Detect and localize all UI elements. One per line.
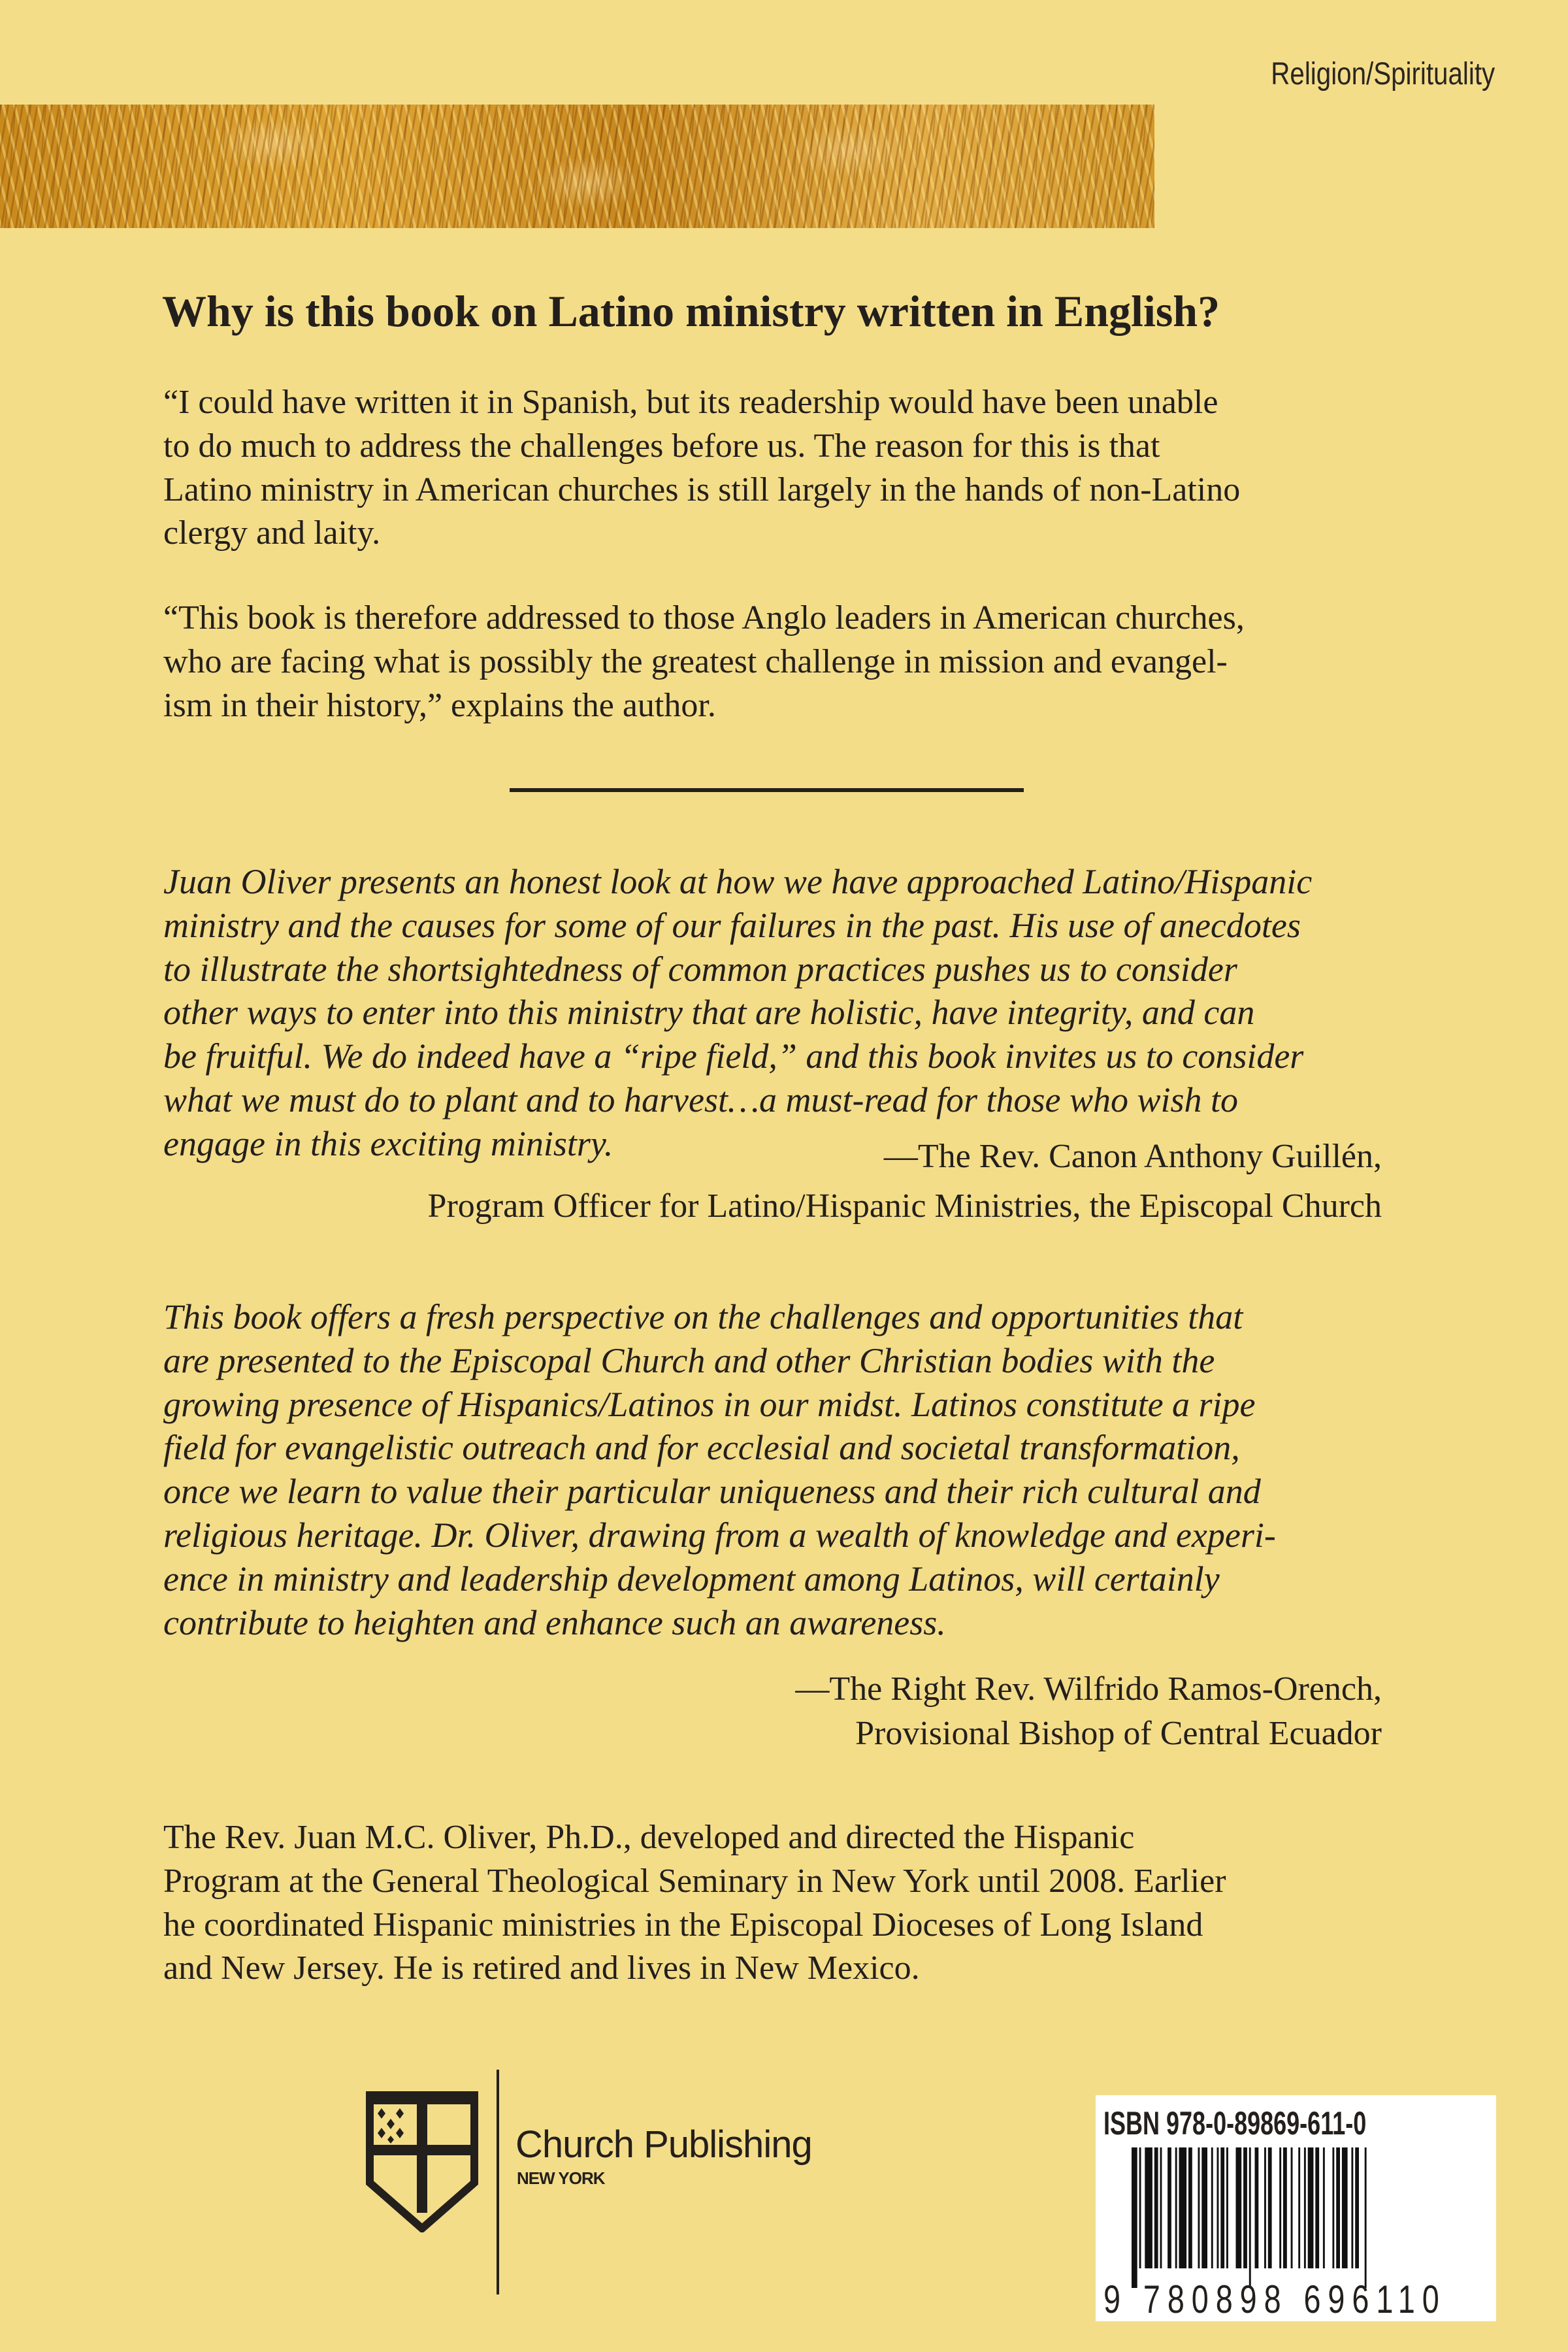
intro-paragraph-line: to do much to address the challenges before us. The reason for this is that: [163, 427, 1160, 465]
barcode-bar: [1304, 2147, 1306, 2268]
barcode-digits: 9 780898 696110: [1103, 2277, 1446, 2321]
barcode-bar: [1154, 2147, 1158, 2268]
barcode-bar: [1220, 2147, 1224, 2268]
barcode-bar: [1342, 2147, 1348, 2268]
barcode-bar: [1236, 2147, 1242, 2268]
barcode-bar: [1201, 2147, 1207, 2268]
divider-rule: [510, 788, 1024, 792]
isbn-barcode: [1096, 2095, 1496, 2321]
endorsement-quote-line: are presented to the Episcopal Church and other Christian bodies with the: [163, 1340, 1215, 1380]
endorsement-quote-line: growing presence of Hispanics/Latinos in our midst. Latinos constitute a ripe: [163, 1384, 1256, 1424]
endorsement-quote-line: once we learn to value their particular uniqueness and their rich cultural and: [163, 1472, 1261, 1512]
barcode-bar: [1355, 2147, 1359, 2268]
barcode-bars: [1132, 2147, 1488, 2288]
barcode-bar: [1351, 2147, 1353, 2268]
barcode-bar: [1139, 2147, 1141, 2268]
endorsement-quote-line: contribute to heighten and enhance such an awareness.: [163, 1602, 946, 1642]
endorsement-quote-line: what we must do to plant and to harvest…a must-read for those who wish to: [163, 1080, 1239, 1119]
heading: Why is this book on Latino ministry written in English?: [162, 286, 1220, 336]
author-bio-line: and New Jersey. He is retired and lives in New Mexico.: [163, 1949, 920, 1987]
isbn-text: ISBN 978-0-89869-611-0: [1103, 2105, 1367, 2142]
barcode-bar: [1315, 2147, 1319, 2268]
endorsement-quote-line: other ways to enter into this ministry that are holistic, have integrity, and can: [163, 993, 1255, 1033]
intro-paragraph-line: clergy and laity.: [163, 514, 381, 552]
wheat-field-image: [0, 105, 1154, 228]
intro-paragraph-line: who are facing what is possibly the greatest challenge in mission and evangel-: [163, 642, 1228, 680]
barcode-bar: [1291, 2147, 1293, 2268]
endorsement-attribution: Provisional Bishop of Central Ecuador: [855, 1715, 1382, 1752]
barcode-bar: [1132, 2147, 1137, 2288]
publisher-name: Church Publishing: [515, 2123, 812, 2166]
barcode-bar: [1255, 2147, 1259, 2268]
endorsement-quote-line: field for evangelistic outreach and for ecclesial and societal transformation,: [163, 1428, 1240, 1468]
barcode-bar: [1268, 2147, 1272, 2268]
endorsement-attribution: —The Rev. Canon Anthony Guillén,: [883, 1138, 1382, 1175]
barcode-bar: [1160, 2147, 1162, 2268]
category-label: Religion/Spirituality: [1271, 57, 1495, 91]
barcode-bar: [1298, 2147, 1300, 2268]
barcode-bar: [1211, 2147, 1213, 2268]
endorsement-attribution: —The Right Rev. Wilfrido Ramos-Orench,: [795, 1670, 1382, 1708]
episcopal-shield-icon: [366, 2091, 478, 2232]
intro-paragraph-line: “I could have written it in Spanish, but its readership would have been unable: [163, 384, 1218, 421]
barcode-bar: [1365, 2147, 1367, 2288]
barcode-bar: [1283, 2147, 1287, 2268]
endorsement-quote-line: Juan Oliver presents an honest look at how we have approached Latino/Hispanic: [163, 862, 1313, 901]
intro-paragraph-line: “This book is therefore addressed to those Anglo leaders in American churches,: [163, 599, 1245, 637]
endorsement-quote-line: engage in this exciting ministry.: [163, 1123, 613, 1163]
barcode-bar: [1168, 2147, 1171, 2268]
endorsement-quote-line: This book offers a fresh perspective on the challenges and opportunities that: [163, 1297, 1243, 1336]
endorsement-quote-line: religious heritage. Dr. Oliver, drawing from a wealth of knowledge and experi-: [163, 1516, 1276, 1555]
barcode-bar: [1264, 2147, 1266, 2268]
barcode-bar: [1249, 2147, 1251, 2288]
barcode-bar: [1243, 2147, 1247, 2268]
author-bio-line: Program at the General Theological Seminary in New York until 2008. Earlier: [163, 1862, 1226, 1900]
barcode-bar: [1188, 2147, 1192, 2268]
barcode-bar: [1308, 2147, 1314, 2268]
barcode-bar: [1179, 2147, 1187, 2268]
endorsement-quote-line: to illustrate the shortsightedness of common practices pushes us to consider: [163, 949, 1237, 989]
author-bio-line: he coordinated Hispanic ministries in the Episcopal Dioceses of Long Island: [163, 1906, 1203, 1944]
author-bio-line: The Rev. Juan M.C. Oliver, Ph.D., developed and directed the Hispanic: [163, 1819, 1135, 1856]
barcode-bar: [1145, 2147, 1152, 2268]
barcode-bar: [1323, 2147, 1325, 2268]
logo-divider: [497, 2070, 499, 2294]
publisher-city: NEW YORK: [517, 2168, 605, 2188]
endorsement-quote-line: ministry and the causes for some of our failures in the past. His use of anecdotes: [163, 905, 1301, 945]
barcode-bar: [1336, 2147, 1340, 2268]
intro-paragraph-line: Latino ministry in American churches is still largely in the hands of non-Latino: [163, 471, 1241, 508]
endorsement-attribution: Program Officer for Latino/Hispanic Ministries, the Episcopal Church: [427, 1187, 1382, 1225]
barcode-bar: [1198, 2147, 1200, 2268]
barcode-bar: [1217, 2147, 1219, 2268]
barcode-bar: [1226, 2147, 1228, 2268]
barcode-bar: [1175, 2147, 1177, 2268]
intro-paragraph-line: ism in their history,” explains the author.: [163, 686, 716, 724]
barcode-bar: [1279, 2147, 1281, 2268]
endorsement-quote-line: be fruitful. We do indeed have a “ripe field,” and this book invites us to consider: [163, 1036, 1304, 1076]
barcode-bar: [1332, 2147, 1334, 2268]
endorsement-quote-line: ence in ministry and leadership development among Latinos, will certainly: [163, 1559, 1220, 1598]
